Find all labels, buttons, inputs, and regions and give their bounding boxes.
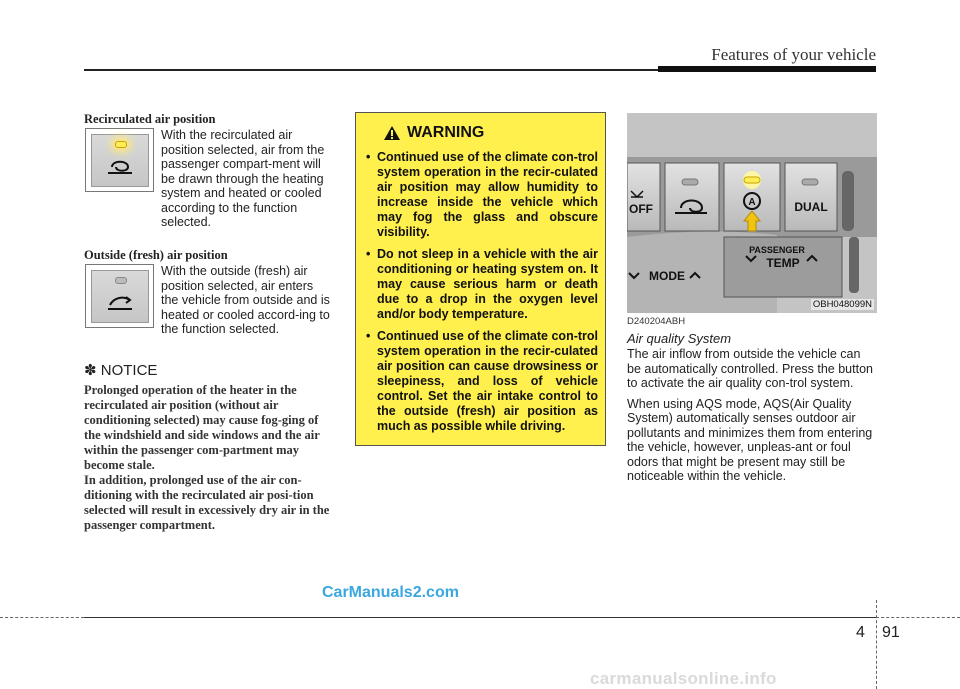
- page-number: 91: [882, 624, 900, 641]
- recirculate-air-icon: [106, 155, 134, 177]
- fresh-air-icon: [106, 291, 134, 313]
- off-button-label: OFF: [629, 202, 653, 216]
- warning-item: • Continued use of the climate con-trol system operation in the recir-culated air position may allow humidity to increase inside the vehicle which may fog the glass and obscure visibility.: [366, 150, 598, 239]
- aqs-paragraph-1: The air inflow from outside the vehicle can be automatically controlled. Press the button to activate the air quality con-trol system.: [627, 347, 873, 390]
- warning-box: [355, 112, 606, 446]
- dual-button-label: DUAL: [794, 200, 828, 214]
- section-title: Features of your vehicle: [711, 45, 876, 64]
- climate-panel-photo: [627, 113, 877, 313]
- warning-header: [383, 124, 484, 142]
- indicator-light-on-icon: [115, 141, 127, 148]
- right-column: [627, 316, 877, 490]
- watermark-top[interactable]: CarManuals2.com: [322, 584, 459, 601]
- warning-title: WARNING: [407, 124, 485, 141]
- notice-section: [84, 362, 336, 533]
- aqs-title: Air quality System: [627, 331, 732, 346]
- outside-section: [84, 248, 336, 348]
- recirculate-switch-image: [85, 128, 154, 192]
- watermark-bottom[interactable]: carmanualsonline.info: [590, 669, 777, 688]
- recirculated-heading: Recirculated air position: [84, 112, 216, 126]
- warning-item: • Continued use of the climate con-trol system operation in the recir-culated air position can cause drowsiness or sleepiness, and loss of vehicle control. Set the air intake control to the outside (fresh) air position as much as possible while driving.: [366, 329, 598, 433]
- outside-heading: Outside (fresh) air position: [84, 248, 228, 262]
- notice-paragraph-2: In addition, prolonged use of the air con-ditioning with the recirculated air posi-tion selected will result in excessively dry air in the passenger compartment.: [84, 473, 330, 532]
- recirculated-section: [84, 112, 336, 229]
- passenger-label: PASSENGER: [749, 245, 805, 255]
- aqs-button-label: A: [748, 197, 756, 208]
- section-code: D240204ABH: [627, 316, 686, 327]
- fresh-air-switch-image: [85, 264, 154, 328]
- aqs-paragraph-2: When using AQS mode, AQS(Air Quality System) automatically senses outdoor air pollutants and minimizes them from entering the vehicle, however, unpleas-ant or foul odors that might be present may still be noticeable within the vehicle.: [627, 396, 873, 483]
- header-rule-thick: [658, 66, 876, 72]
- header-rule: [84, 69, 660, 71]
- footer-dash-right: [876, 617, 960, 618]
- footer-vertical-dash: [876, 600, 877, 689]
- recirculated-text: With the recirculated air position selected, air from the passenger compart-ment will be drawn through the heating system and heated or cooled according to the function selected.: [161, 128, 325, 229]
- left-column: [84, 112, 336, 533]
- notice-paragraph-1: Prolonged operation of the heater in the recirculated air position (without air conditioning selected) may cause fog-ging of the windshield and side windows and the air within the passenger com-partment may become stale.: [84, 383, 320, 472]
- climate-panel-illustration: [627, 113, 877, 313]
- footer-dash-left: [0, 617, 84, 618]
- outside-text: With the outside (fresh) air position selected, air enters the vehicle from outside and is heated or cooled accord-ing to the function selected.: [161, 264, 330, 336]
- temp-label: TEMP: [766, 256, 800, 270]
- warning-item: • Do not sleep in a vehicle with the air conditioning or heating system on. It may cause serious harm or death due to a drop in the oxygen level and/or body temperature.: [366, 247, 598, 321]
- indicator-light-off-icon: [115, 277, 127, 284]
- chapter-number: 4: [856, 624, 865, 641]
- photo-code: OBH048099N: [812, 299, 872, 310]
- warning-list: [366, 150, 598, 441]
- warning-triangle-icon: [383, 125, 401, 141]
- mode-label: MODE: [649, 269, 685, 283]
- notice-title: ✽ NOTICE: [84, 362, 158, 379]
- footer-rule: [84, 617, 876, 618]
